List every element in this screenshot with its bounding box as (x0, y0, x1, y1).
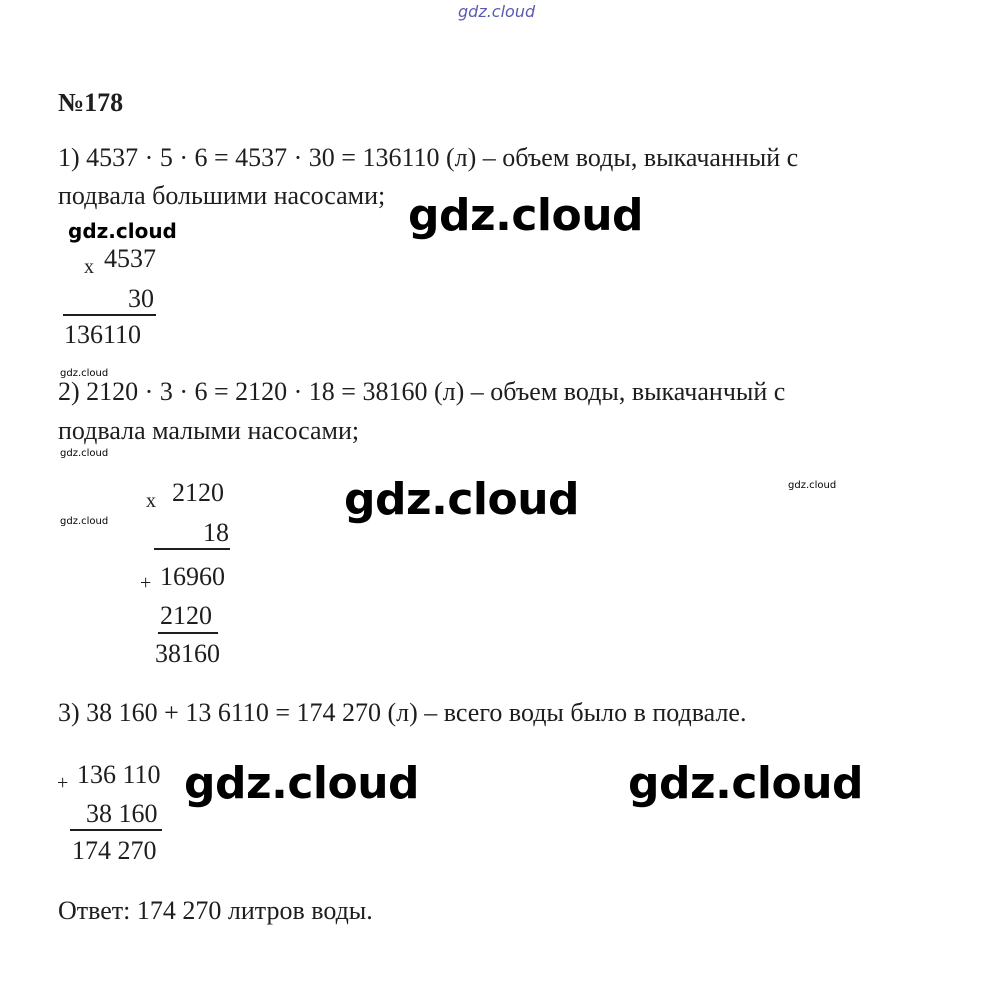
watermark-medium: gdz.cloud (68, 219, 177, 243)
watermark-top: gdz.cloud (458, 2, 536, 21)
step1-mul-sign: x (84, 256, 94, 278)
step3-result: 174 270 (72, 836, 157, 865)
watermark-small-2: gdz.cloud (60, 448, 109, 459)
step1-rule (63, 314, 156, 316)
step2-factor-b: 18 (203, 518, 229, 547)
watermark-small-4: gdz.cloud (60, 516, 109, 527)
problem-number: №178 (58, 88, 124, 117)
watermark-small-3: gdz.cloud (788, 480, 837, 491)
step2-line1: 2) 2120 · 3 · 6 = 2120 · 18 = 38160 (л) – объем воды, выкачанчый с (58, 377, 786, 406)
step2-add-sign: + (140, 572, 152, 594)
step2-result: 38160 (155, 639, 220, 668)
step2-partial-2: 2120 (160, 601, 212, 630)
watermark-big-1: gdz.cloud (408, 190, 644, 241)
watermark-big-2: gdz.cloud (344, 474, 580, 525)
step2-mul-sign: x (146, 490, 156, 512)
step2-rule-1 (154, 548, 230, 550)
step3-rule (70, 829, 162, 831)
step3-add-sign: + (57, 772, 69, 794)
step3-addend-a: 136 110 (77, 760, 161, 789)
step3-line1: 3) 38 160 + 13 6110 = 174 270 (л) – всего воды было в подвале. (58, 698, 747, 727)
step1-result: 136110 (64, 320, 142, 349)
step1-line1: 1) 4537 · 5 · 6 = 4537 · 30 = 136110 (л) – объем воды, выкачанный с (58, 143, 799, 172)
watermark-big-4: gdz.cloud (628, 758, 864, 809)
answer-line: Ответ: 174 270 литров воды. (58, 896, 373, 925)
step1-factor-a: 4537 (104, 244, 156, 273)
step2-line2: подвала малыми насосами; (58, 416, 360, 445)
step2-factor-a: 2120 (172, 478, 224, 507)
step2-partial-1: 16960 (160, 562, 225, 591)
step3-addend-b: 38 160 (86, 799, 158, 828)
step1-line2: подвала большими насосами; (58, 181, 386, 210)
step1-factor-b: 30 (128, 284, 154, 313)
step2-rule-2 (158, 632, 218, 634)
watermark-big-3: gdz.cloud (184, 758, 420, 809)
watermark-small-1: gdz.cloud (60, 368, 109, 379)
